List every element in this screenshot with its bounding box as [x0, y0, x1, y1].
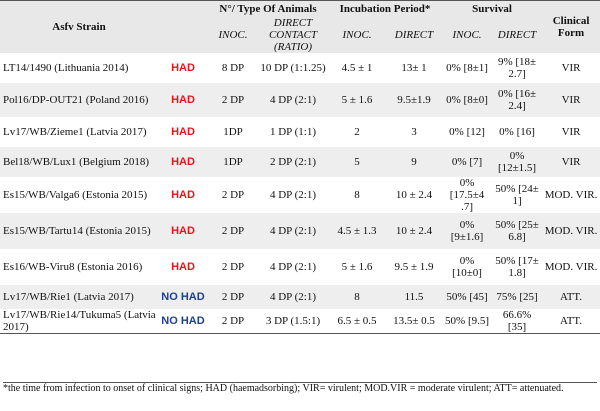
- cell-had: HAD: [158, 53, 208, 83]
- cell-strain: Es15/WB/Valga6 (Estonia 2015): [0, 177, 158, 213]
- footnote: *the time from infection to onset of clinical signs; HAD (haemadsorbing); VIR= virulent; MOD.VIR = moderate virulent; ATT= attenuated.: [3, 382, 597, 395]
- cell-incub-inoc: 5 ± 1.6: [328, 249, 386, 285]
- cell-surv-direct: 66.6% [35]: [492, 309, 542, 334]
- cell-strain: Bel18/WB/Lux1 (Belgium 2018): [0, 147, 158, 177]
- cell-clinical: MOD. VIR.: [542, 177, 600, 213]
- cell-animals-inoc: 8 DP: [208, 53, 258, 83]
- cell-incub-direct: 9.5±1.9: [386, 83, 442, 117]
- table-row: [0, 249, 600, 285]
- cell-surv-direct: 75% [25]: [492, 285, 542, 309]
- cell-incub-direct: 9: [386, 147, 442, 177]
- cell-surv-inoc: 0% [10±0]: [442, 249, 492, 285]
- cell-clinical: ATT.: [542, 285, 600, 309]
- cell-had: NO HAD: [158, 285, 208, 309]
- cell-incub-inoc: 8: [328, 285, 386, 309]
- cell-clinical: MOD. VIR.: [542, 249, 600, 285]
- table-row: [0, 213, 600, 249]
- cell-animals-direct: 4 DP (2:1): [258, 213, 328, 249]
- cell-surv-direct: 0% [12±1.5]: [492, 147, 542, 177]
- sub-animals-direct: DIRECT CONTACT (RATIO): [258, 17, 328, 53]
- cell-animals-direct: 1 DP (1:1): [258, 117, 328, 147]
- cell-surv-inoc: 0% [9±1.6]: [442, 213, 492, 249]
- cell-incub-inoc: 2: [328, 117, 386, 147]
- cell-clinical: MOD. VIR.: [542, 213, 600, 249]
- header-row-1: [0, 1, 600, 18]
- cell-had: HAD: [158, 177, 208, 213]
- table-row: [0, 117, 600, 147]
- cell-animals-inoc: 2 DP: [208, 249, 258, 285]
- cell-incub-direct: 13± 1: [386, 53, 442, 83]
- table-row: [0, 83, 600, 117]
- cell-animals-direct: 10 DP (1:1.25): [258, 53, 328, 83]
- cell-animals-inoc: 2 DP: [208, 83, 258, 117]
- cell-surv-direct: 50% [25± 6.8]: [492, 213, 542, 249]
- cell-clinical: VIR: [542, 147, 600, 177]
- cell-strain: LT14/1490 (Lithuania 2014): [0, 53, 158, 83]
- cell-had: HAD: [158, 213, 208, 249]
- table-row: [0, 285, 600, 309]
- cell-incub-direct: 11.5: [386, 285, 442, 309]
- cell-surv-direct: 9% [18± 2.7]: [492, 53, 542, 83]
- cell-strain: Es16/WB-Viru8 (Estonia 2016): [0, 249, 158, 285]
- cell-animals-direct: 3 DP (1.5:1): [258, 309, 328, 334]
- header-animals: N°/ Type Of Animals: [208, 1, 328, 18]
- cell-surv-inoc: 0% [8±1]: [442, 53, 492, 83]
- cell-had: HAD: [158, 249, 208, 285]
- cell-incub-inoc: 4.5 ± 1: [328, 53, 386, 83]
- sub-incub-inoc: INOC.: [328, 17, 386, 53]
- header-had-spacer: [158, 1, 208, 54]
- cell-strain: Lv17/WB/Rie14/Tukuma5 (Latvia 2017): [0, 309, 158, 334]
- cell-animals-inoc: 1DP: [208, 117, 258, 147]
- cell-animals-direct: 4 DP (2:1): [258, 249, 328, 285]
- cell-strain: Lv17/WB/Rie1 (Latvia 2017): [0, 285, 158, 309]
- cell-incub-direct: 13.5± 0.5: [386, 309, 442, 334]
- cell-animals-inoc: 1DP: [208, 147, 258, 177]
- cell-surv-inoc: 0% [12]: [442, 117, 492, 147]
- cell-incub-inoc: 5: [328, 147, 386, 177]
- header-clinical: Clinical Form: [542, 1, 600, 54]
- cell-surv-inoc: 0% [17.5±4 .7]: [442, 177, 492, 213]
- cell-incub-inoc: 6.5 ± 0.5: [328, 309, 386, 334]
- header-strain: Asfv Strain: [0, 1, 158, 54]
- cell-had: HAD: [158, 83, 208, 117]
- cell-animals-inoc: 2 DP: [208, 177, 258, 213]
- cell-incub-direct: 10 ± 2.4: [386, 213, 442, 249]
- sub-surv-inoc: INOC.: [442, 17, 492, 53]
- cell-surv-direct: 50% [24± 1]: [492, 177, 542, 213]
- cell-incub-inoc: 4.5 ± 1.3: [328, 213, 386, 249]
- sub-surv-direct: DIRECT: [492, 17, 542, 53]
- cell-incub-direct: 9.5 ± 1.9: [386, 249, 442, 285]
- header-survival: Survival: [442, 1, 542, 18]
- table-row: [0, 147, 600, 177]
- cell-animals-direct: 4 DP (2:1): [258, 285, 328, 309]
- cell-strain: Pol16/DP-OUT21 (Poland 2016): [0, 83, 158, 117]
- cell-strain: Es15/WB/Tartu14 (Estonia 2015): [0, 213, 158, 249]
- header-incubation: Incubation Period*: [328, 1, 442, 18]
- cell-clinical: VIR: [542, 83, 600, 117]
- cell-animals-direct: 4 DP (2:1): [258, 83, 328, 117]
- cell-animals-inoc: 2 DP: [208, 213, 258, 249]
- cell-incub-inoc: 5 ± 1.6: [328, 83, 386, 117]
- table-row: [0, 53, 600, 83]
- table-body: [0, 53, 600, 334]
- cell-clinical: VIR: [542, 117, 600, 147]
- cell-clinical: ATT.: [542, 309, 600, 334]
- sub-animals-inoc: INOC.: [208, 17, 258, 53]
- cell-had: HAD: [158, 117, 208, 147]
- cell-clinical: VIR: [542, 53, 600, 83]
- cell-strain: Lv17/WB/Zieme1 (Latvia 2017): [0, 117, 158, 147]
- cell-had: HAD: [158, 147, 208, 177]
- cell-incub-inoc: 8: [328, 177, 386, 213]
- cell-surv-direct: 0% [16]: [492, 117, 542, 147]
- cell-surv-direct: 50% [17± 1.8]: [492, 249, 542, 285]
- cell-incub-direct: 10 ± 2.4: [386, 177, 442, 213]
- cell-had: NO HAD: [158, 309, 208, 334]
- cell-surv-inoc: 50% [9.5]: [442, 309, 492, 334]
- cell-surv-inoc: 50% [45]: [442, 285, 492, 309]
- cell-animals-inoc: 2 DP: [208, 309, 258, 334]
- sub-incub-direct: DIRECT: [386, 17, 442, 53]
- cell-animals-direct: 4 DP (2:1): [258, 177, 328, 213]
- table-row: [0, 309, 600, 334]
- cell-animals-inoc: 2 DP: [208, 285, 258, 309]
- table-row: [0, 177, 600, 213]
- cell-incub-direct: 3: [386, 117, 442, 147]
- cell-animals-direct: 2 DP (2:1): [258, 147, 328, 177]
- cell-surv-inoc: 0% [8±0]: [442, 83, 492, 117]
- cell-surv-direct: 0% [16± 2.4]: [492, 83, 542, 117]
- cell-surv-inoc: 0% [7]: [442, 147, 492, 177]
